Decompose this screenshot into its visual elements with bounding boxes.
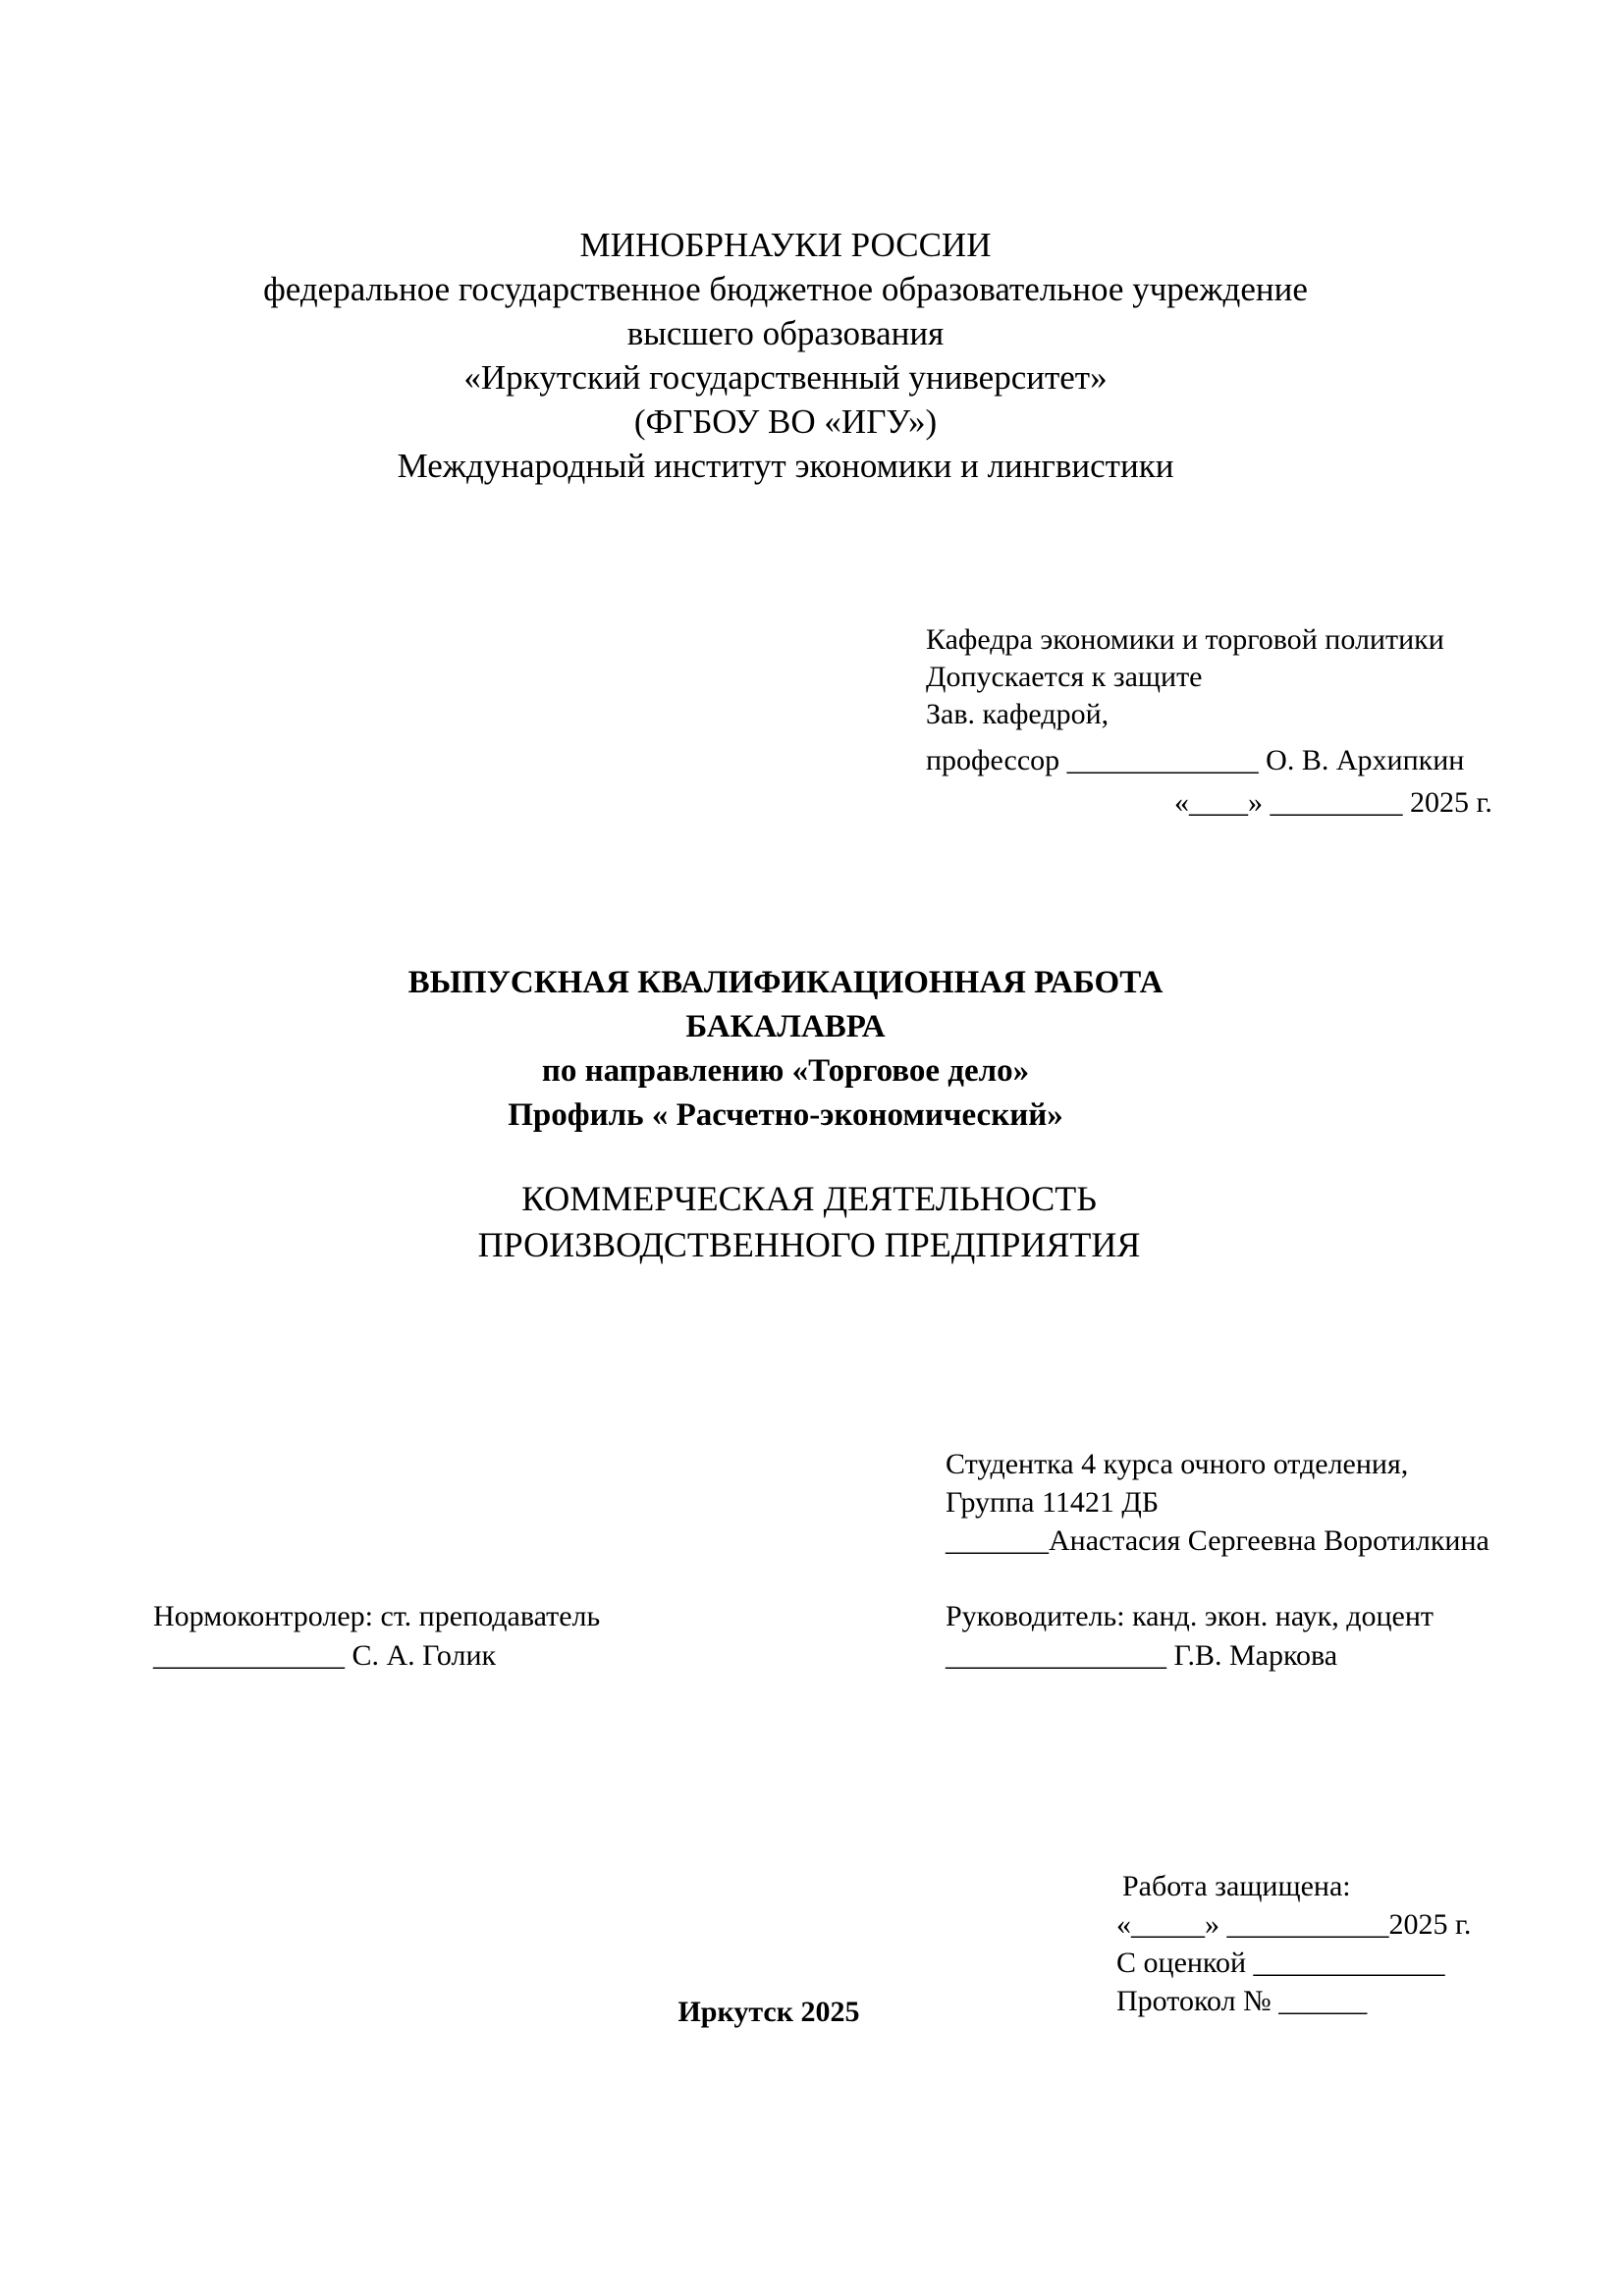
normcontroller-name-line: _____________ С. А. Голик — [153, 1639, 497, 1672]
student-name-line: _______Анастасия Сергеевна Воротилкина — [946, 1524, 1489, 1557]
institute-line: Международный институт экономики и лингвистики — [397, 447, 1174, 485]
abbreviation-line: (ФГБОУ ВО «ИГУ») — [633, 402, 938, 441]
defended-line: Работа защищена: — [1122, 1870, 1351, 1902]
supervisor-name-line: _______________ Г.В. Маркова — [946, 1639, 1338, 1672]
approval-date-line: «____» _________ 2025 г. — [1174, 786, 1492, 819]
professor-signature-line: профессор _____________ О. В. Архипкин — [926, 744, 1465, 776]
supervisor-title-line: Руководитель: канд. экон. наук, доцент — [946, 1600, 1435, 1632]
work-type-line-2: БАКАЛАВРА — [685, 1009, 886, 1044]
defense-date-line: «_____» ___________2025 г. — [1116, 1908, 1472, 1941]
admitted-line: Допускается к защите — [926, 661, 1203, 693]
topic-line-2: ПРОИЗВОДСТВЕННОГО ПРЕДПРИЯТИЯ — [477, 1225, 1141, 1264]
department-line: Кафедра экономики и торговой политики — [926, 623, 1444, 656]
work-type-line-1: ВЫПУСКНАЯ КВАЛИФИКАЦИОННАЯ РАБОТА — [407, 965, 1164, 1000]
profile-line: Профиль « Расчетно-экономический» — [508, 1097, 1063, 1133]
direction-line: по направлению «Торговое дело» — [541, 1053, 1030, 1089]
city-year: Иркутск 2025 — [677, 1996, 860, 2028]
topic-line-1: КОММЕРЧЕСКАЯ ДЕЯТЕЛЬНОСТЬ — [521, 1179, 1097, 1218]
head-title-line: Зав. кафедрой, — [926, 698, 1110, 730]
protocol-line: Протокол № ______ — [1116, 1985, 1368, 2017]
education-level-line: высшего образования — [626, 314, 945, 352]
ministry-line: МИНОБРНАУКИ РОССИИ — [579, 226, 992, 264]
grade-line: С оценкой _____________ — [1116, 1947, 1445, 1979]
institution-type-line: федеральное государственное бюджетное образовательное учреждение — [263, 270, 1308, 308]
university-line: «Иркутский государственный университет» — [463, 358, 1108, 397]
student-course-line: Студентка 4 курса очного отделения, — [946, 1448, 1409, 1480]
normcontroller-title-line: Нормоконтролер: ст. преподаватель — [153, 1600, 601, 1632]
student-group-line: Группа 11421 ДБ — [946, 1486, 1160, 1519]
